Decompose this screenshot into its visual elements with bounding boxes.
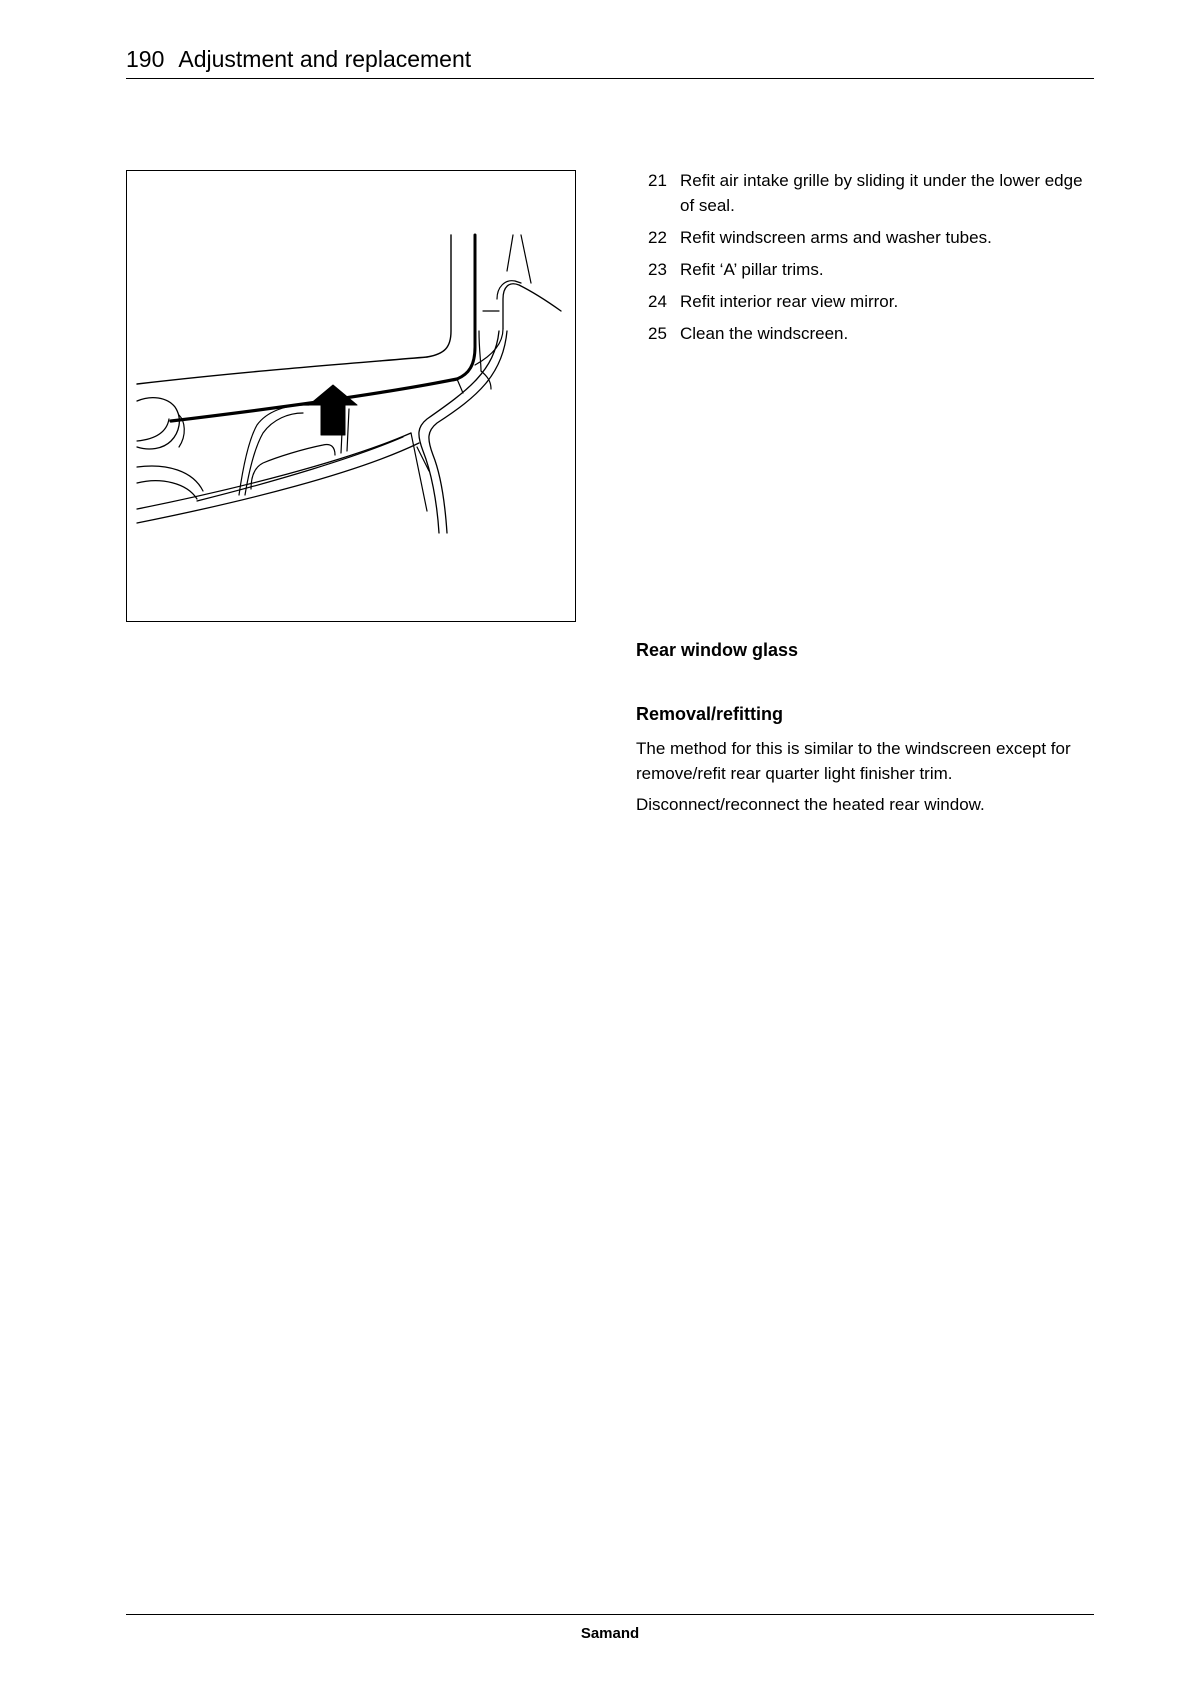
page-footer bbox=[126, 1614, 1094, 1642]
list-item bbox=[640, 257, 1100, 282]
step-number: 21 bbox=[648, 171, 667, 190]
windscreen-seal-illustration bbox=[126, 170, 576, 622]
footer-brand: Samand bbox=[580, 1625, 640, 1642]
step-number: 23 bbox=[648, 260, 667, 279]
step-text: Refit interior rear view mirror. bbox=[680, 292, 899, 311]
step-text: Clean the windscreen. bbox=[680, 324, 849, 343]
step-number: 22 bbox=[648, 228, 667, 247]
list-item bbox=[640, 168, 1100, 218]
page-number: 190 bbox=[126, 46, 165, 72]
list-item bbox=[640, 225, 1100, 250]
subsection-heading: Removal/refitting bbox=[636, 704, 784, 724]
method-paragraph: The method for this is similar to the windscreen except for remove/refit rear quarter light finisher trim. bbox=[636, 739, 1071, 783]
page-header-title: Adjustment and replacement bbox=[178, 46, 472, 72]
refit-steps-list bbox=[640, 168, 1100, 353]
list-item bbox=[640, 321, 1100, 346]
heated-window-paragraph: Disconnect/reconnect the heated rear window. bbox=[636, 795, 985, 814]
page-header bbox=[126, 44, 1094, 79]
step-number: 25 bbox=[648, 324, 667, 343]
step-text: Refit windscreen arms and washer tubes. bbox=[680, 228, 992, 247]
section-heading: Rear window glass bbox=[636, 640, 799, 660]
list-item bbox=[640, 289, 1100, 314]
step-number: 24 bbox=[648, 292, 667, 311]
step-text: Refit ‘A’ pillar trims. bbox=[680, 260, 824, 279]
step-text: Refit air intake grille by sliding it under the lower edge of seal. bbox=[680, 171, 1083, 215]
